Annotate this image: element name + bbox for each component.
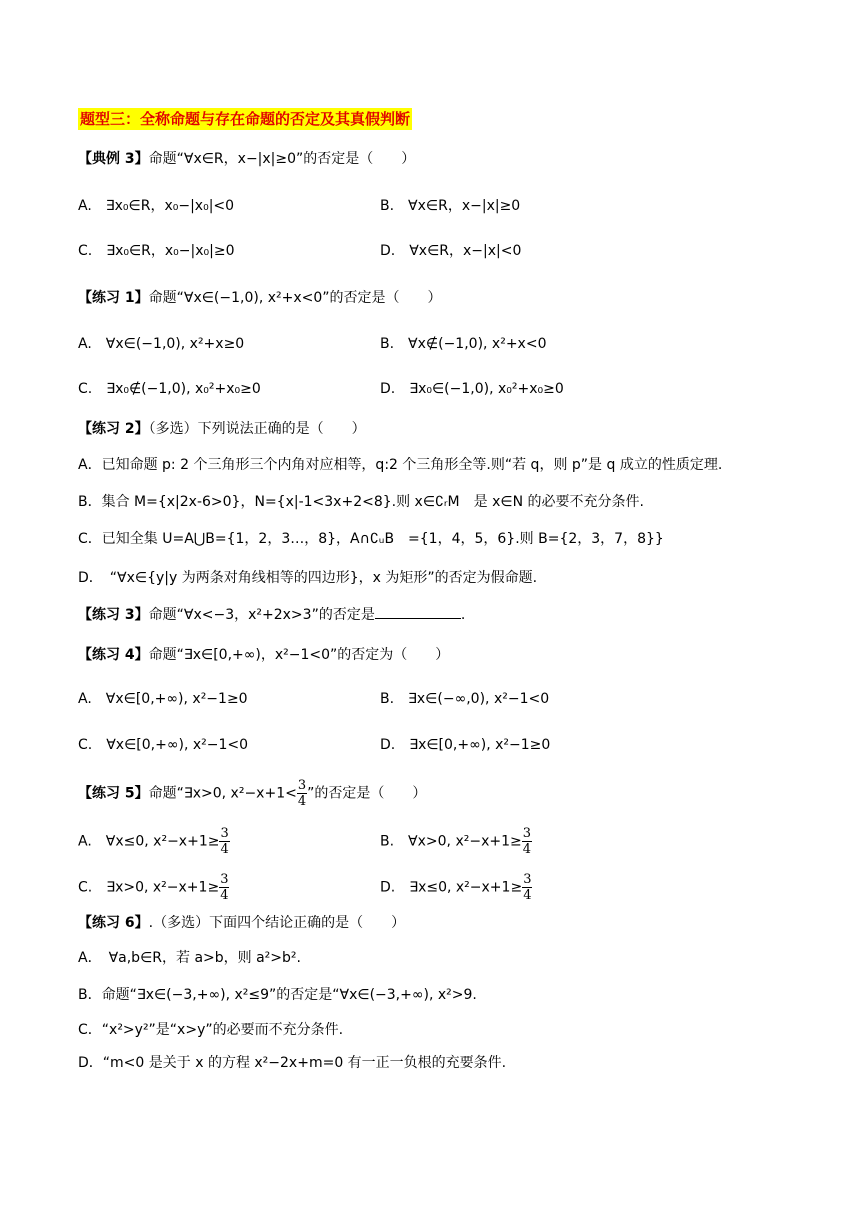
practice-4-option-d: D. ∃x∈[0,+∞), x²−1≥0	[380, 737, 551, 753]
practice-1-text: 命题“∀x∈(−1,0), x²+x<0”的否定是（ ）	[148, 290, 442, 306]
example-3-option-d: D. ∀x∈R，x−|x|<0	[380, 243, 522, 259]
practice-5-text-post: ”的否定是（ ）	[307, 785, 427, 802]
practice-5-stem	[78, 778, 426, 809]
practice-5-option-a: A. ∀x≤0, x²−x+1≥ $\frac{3}{4}$	[78, 826, 229, 857]
practice-1-stem	[78, 287, 442, 309]
practice-6-text: .（多选）下面四个结论正确的是（ ）	[148, 915, 406, 931]
practice-2-option-a: A．已知命题 p: 2 个三角形三个内角对应相等，q:2 个三角形全等.则“若 q，则 p”是 q 成立的性质定理.	[78, 457, 723, 473]
example-3-tag: 【典例 3】	[78, 151, 149, 167]
example-3-option-a: A. ∃x₀∈R，x₀−|x₀|<0	[78, 198, 235, 214]
practice-4-stem	[78, 644, 449, 666]
practice-4-option-b: B. ∃x∈(−∞,0), x²−1<0	[380, 691, 550, 707]
practice-2-stem	[78, 418, 366, 440]
practice-2-option-b: B．集合 M={x|2x-6>0}，N={x|-1<3x+2<8}.则 x∈∁ᵣM 是 x∈N 的必要不充分条件.	[78, 494, 644, 510]
practice-1-option-a: A. ∀x∈(−1,0), x²+x≥0	[78, 336, 245, 352]
answer-blank[interactable]	[375, 604, 461, 619]
practice-1-option-b: B. ∀x∉(−1,0), x²+x<0	[380, 336, 547, 352]
example-3-option-c: C. ∃x₀∈R，x₀−|x₀|≥0	[78, 243, 235, 259]
practice-5-text-pre: 命题“∃x>0, x²−x+1<	[148, 785, 297, 802]
practice-2-tag: 【练习 2】	[78, 421, 149, 437]
practice-2-text: （多选）下列说法正确的是（ ）	[148, 421, 366, 437]
practice-3-tag: 【练习 3】	[78, 607, 149, 623]
practice-5-option-b: B. ∀x>0, x²−x+1≥ $\frac{3}{4}$	[380, 826, 532, 857]
example-3-option-b: B. ∀x∈R，x−|x|≥0	[380, 198, 521, 214]
practice-6-option-a: A． ∀a,b∈R，若 a>b，则 a²>b².	[78, 950, 301, 966]
practice-4-option-c: C. ∀x∈[0,+∞), x²−1<0	[78, 737, 249, 753]
practice-4-text: 命题“∃x∈[0,+∞)，x²−1<0”的否定为（ ）	[148, 647, 450, 663]
practice-5-tag: 【练习 5】	[78, 785, 149, 802]
example-3-stem	[78, 148, 415, 170]
practice-6-option-b: B．命题“∃x∈(−3,+∞), x²≤9”的否定是“∀x∈(−3,+∞), x²>9.	[78, 987, 477, 1003]
practice-6-tag: 【练习 6】	[78, 915, 149, 931]
practice-3-stem	[78, 604, 465, 626]
example-3-text: 命题“∀x∈R，x−|x|≥0”的否定是（ ）	[148, 151, 416, 167]
practice-6-option-d: D．“m<0 是关于 x 的方程 x²−2x+m=0 有一正一负根的充要条件.	[78, 1055, 507, 1071]
section-heading: 题型三：全称命题与存在命题的否定及其真假判断	[80, 110, 411, 128]
practice-3-text: 命题“∀x<−3，x²+2x>3”的否定是	[148, 607, 375, 623]
practice-1-option-c: C. ∃x₀∉(−1,0), x₀²+x₀≥0	[78, 381, 261, 397]
practice-5-option-c: C. ∃x>0, x²−x+1≥ $\frac{3}{4}$	[78, 872, 229, 903]
practice-1-tag: 【练习 1】	[78, 290, 149, 306]
practice-6-option-c: C．“x²>y²”是“x>y”的必要而不充分条件.	[78, 1022, 344, 1038]
practice-5-option-d: D. ∃x≤0, x²−x+1≥ $\frac{3}{4}$	[380, 872, 532, 903]
practice-2-option-d: D． “∀x∈{y|y 为两条对角线相等的四边形}，x 为矩形”的否定为假命题.	[78, 570, 538, 586]
practice-4-option-a: A. ∀x∈[0,+∞), x²−1≥0	[78, 691, 248, 707]
practice-3-end: .	[460, 607, 466, 623]
fraction-three-quarters: $\frac{3}{4}$	[297, 778, 307, 809]
practice-2-option-c: C．已知全集 U=A⋃B={1，2，3…，8}，A∩∁ᵤB ={1，4，5，6}.则 B={2，3，7，8}}	[78, 531, 664, 547]
practice-4-tag: 【练习 4】	[78, 647, 149, 663]
practice-1-option-d: D. ∃x₀∈(−1,0), x₀²+x₀≥0	[380, 381, 564, 397]
practice-6-stem	[78, 912, 405, 934]
